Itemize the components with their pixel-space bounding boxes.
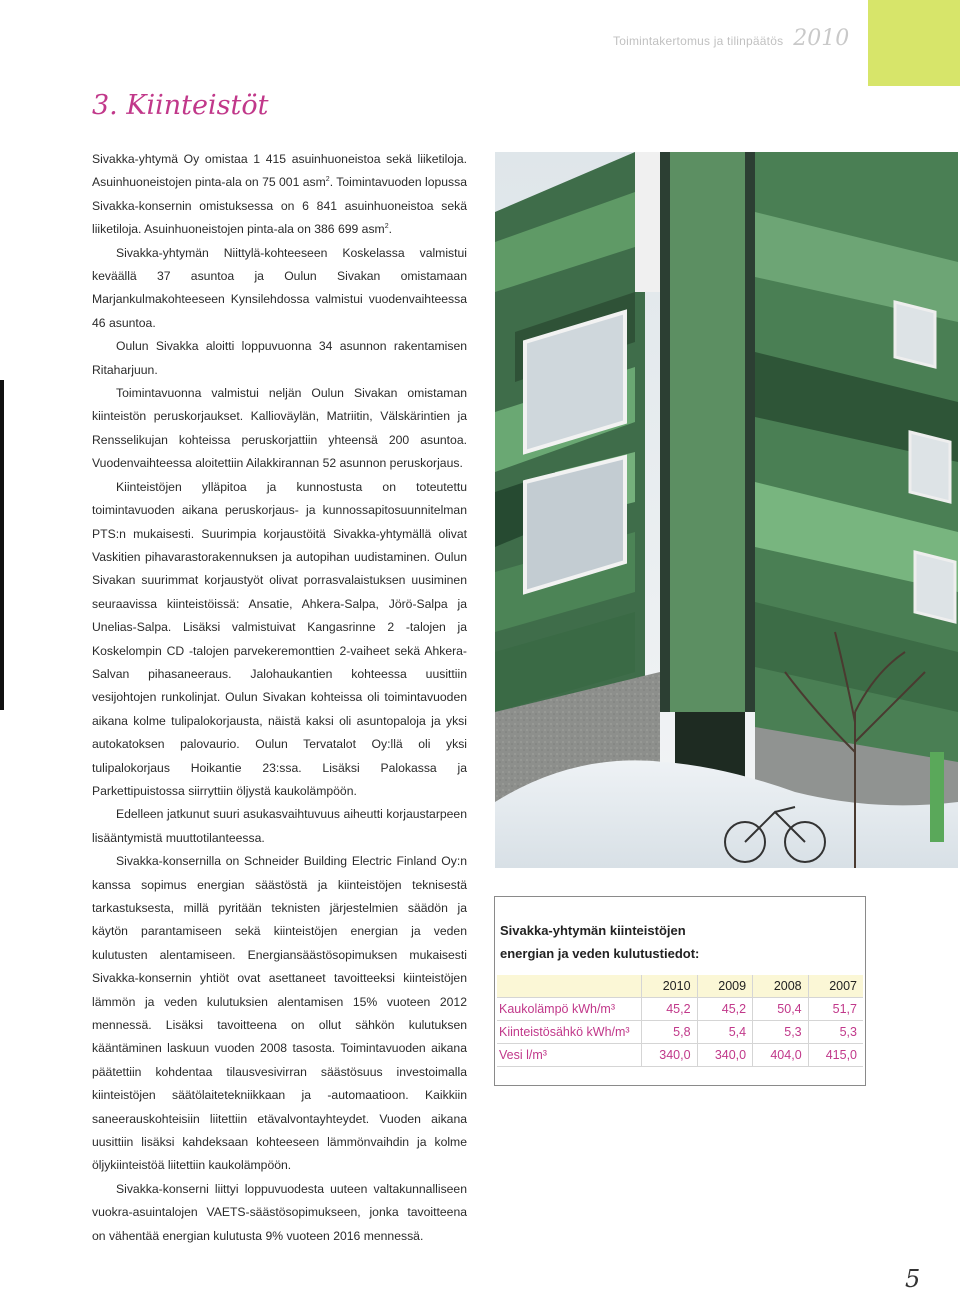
- table-cell: 5,3: [753, 1021, 809, 1044]
- table-cell: 50,4: [753, 998, 809, 1021]
- table-cell: 5,8: [642, 1021, 698, 1044]
- page-number: 5: [905, 1265, 921, 1293]
- left-edge-bar: [0, 380, 4, 710]
- table-cell: 340,0: [642, 1044, 698, 1067]
- year-header: 2009: [697, 975, 753, 998]
- table-cell: 5,4: [697, 1021, 753, 1044]
- year-header: 2010: [642, 975, 698, 998]
- table-cell: 340,0: [697, 1044, 753, 1067]
- table-row: [497, 998, 863, 1021]
- year-header: 2008: [753, 975, 809, 998]
- paragraph-4: Toimintavuonna valmistui neljän Oulun Sivakan omistaman kiinteistön peruskorjaukset. Kallioväylän, Matriitin, Välskärintien ja Rensselikujan kohteissa peruskorjattiin yhteensä 200 asuntoa. Vuodenvaihteessa aloitettiin Ailakkirannan 52 asunnon peruskorjaus.: [92, 386, 467, 471]
- table-cell: 404,0: [753, 1044, 809, 1067]
- row-label: Vesi l/m³: [497, 1044, 642, 1067]
- paragraph-8: Sivakka-konserni liittyi loppuvuodesta uuteen valtakunnalliseen vuokra-asuintalojen VAETS-säästösopimukseen, jonka tavoitteena on vähentää energian kulutusta 9% vuoteen 2016 mennessä.: [92, 1181, 467, 1243]
- table-cell: 5,3: [808, 1021, 863, 1044]
- table-row: [497, 1021, 863, 1044]
- table-cell: 45,2: [642, 998, 698, 1021]
- year-header: 2007: [808, 975, 863, 998]
- running-header: [613, 26, 849, 56]
- energy-table: [497, 975, 863, 1067]
- paragraph-7: Sivakka-konsernilla on Schneider Building Electric Finland Oy:n kanssa sopimus energian säästöstä ja kiinteistöjen teknisestä tarkastuksesta, millä pyritään teknisten järjestelmien säädön ja käytön parantamiseen sekä kiinteistöjen energian ja veden kulutusten alentamiseen. Energiansäästösopimuksen mukaisesti Sivakka-konsernin yhtiöt ovat asettaneet tavoitteeksi kiinteistöjen lämmön ja veden kulutuksien alentamisen 15% vuoteen 2012 mennessä. Lisäksi tavoitteena on ollut sähkön kulutuksen kääntäminen laskuun vuoden 2008 tasosta. Toimintavuoden aikana päätettiin kohdentaa tilausvesivirran säästösuus investoimalla kiinteistöjen säätölaitetekniikkaan ja -automaatioon. Kaikkiin saneerauskohteisiin liitettiin etävalvontayhteydet. Vuoden aikana uusittiin lisäksi kahdeksaan kohteeseen lämmönvaihdin ja kolme öljykiinteistöä liitettiin kaukolämpöön.: [92, 854, 467, 1173]
- building-photo: [495, 152, 958, 868]
- running-header-title: Toimintakertomus ja tilinpäätös: [613, 34, 784, 48]
- energy-data-table-box: [494, 896, 866, 1086]
- table-row: [497, 1044, 863, 1067]
- running-header-year: 2010: [793, 26, 850, 51]
- table-cell: 45,2: [697, 998, 753, 1021]
- table-header-row: [497, 975, 863, 998]
- paragraph-5: Kiinteistöjen ylläpitoa ja kunnostusta on toteutettu toimintavuoden aikana peruskorjaus- ja kunnossapitosuunnitelman PTS:n mukaisesti. Suurimpia korjaustöitä Sivakka-yhtymällä olivat Vaskitien pihavarastorakennuksen ja autopihan uudistaminen. Oulun Sivakan suurimmat korjaustyöt olivat porrasvalaistuksen uusiminen seuraavissa kiinteistöissä: Ansatie, Ahkera-Salpa, Jörö-Salpa ja Unelias-Salpa. Lisäksi valmistuivat Kangasrinne 2 -talojen ja Koskelompin CD -talojen parvekeremonttien 2-vaiheet sekä Ahkera-Salvan pihasaneeraus. Jalohaukantien kohteessa uusittiin vesijohtojen runkolinjat. Oulun Sivakan kohteissa oli toimintavuoden aikana kolme tulipalokorjausta, näistä kaksi oli asuntopaloja ja yksi autokatoksen palovaurio. Oulun Tervatalot Oy:llä oli yksi tulipalokorjaus Hoikantie 23:ssa. Lisäksi Palokassa ja Parkettipuistossa siirryttiin öljystä kaukolämpöön.: [92, 479, 467, 798]
- table-cell: 51,7: [808, 998, 863, 1021]
- paragraph-1: Sivakka-yhtymä Oy omistaa 1 415 asuinhuoneistoa sekä liiketiloja. Asuinhuoneistojen pinta-ala on 75 001 asm$^2$. Toimintavuoden lopussa Sivakka-konsernin omistuksessa on 6 841 asuinhuoneistoa sekä liiketiloja. Asuinhuoneistojen pinta-ala on 386 699 asm$^2$.: [92, 152, 468, 237]
- table-cell: 415,0: [808, 1044, 863, 1067]
- paragraph-3: Oulun Sivakka aloitti loppuvuonna 34 asunnon rakentamisen Ritaharjuun.: [92, 339, 467, 377]
- paragraph-2: Sivakka-yhtymän Niittylä-kohteeseen Koskelassa valmistui keväällä 37 asuntoa ja Oulun Sivakan omistamaan Marjankulmakohteeseen Kynsilehdossa valmistui vuodenvaihteessa 46 asuntoa.: [92, 245, 467, 330]
- table-title: Sivakka-yhtymän kiinteistöjen energian ja veden kulutustiedot:: [500, 923, 700, 961]
- row-label: Kaukolämpö kWh/m³: [497, 998, 642, 1021]
- body-text: [92, 148, 467, 1248]
- corner-color-block: [868, 0, 960, 86]
- section-title: 3. Kiinteistöt: [92, 90, 269, 121]
- paragraph-6: Edelleen jatkunut suuri asukasvaihtuvuus aiheutti korjaustarpeen lisääntymistä muuttotilanteessa.: [92, 807, 467, 845]
- row-label: Kiinteistösähkö kWh/m³: [497, 1021, 642, 1044]
